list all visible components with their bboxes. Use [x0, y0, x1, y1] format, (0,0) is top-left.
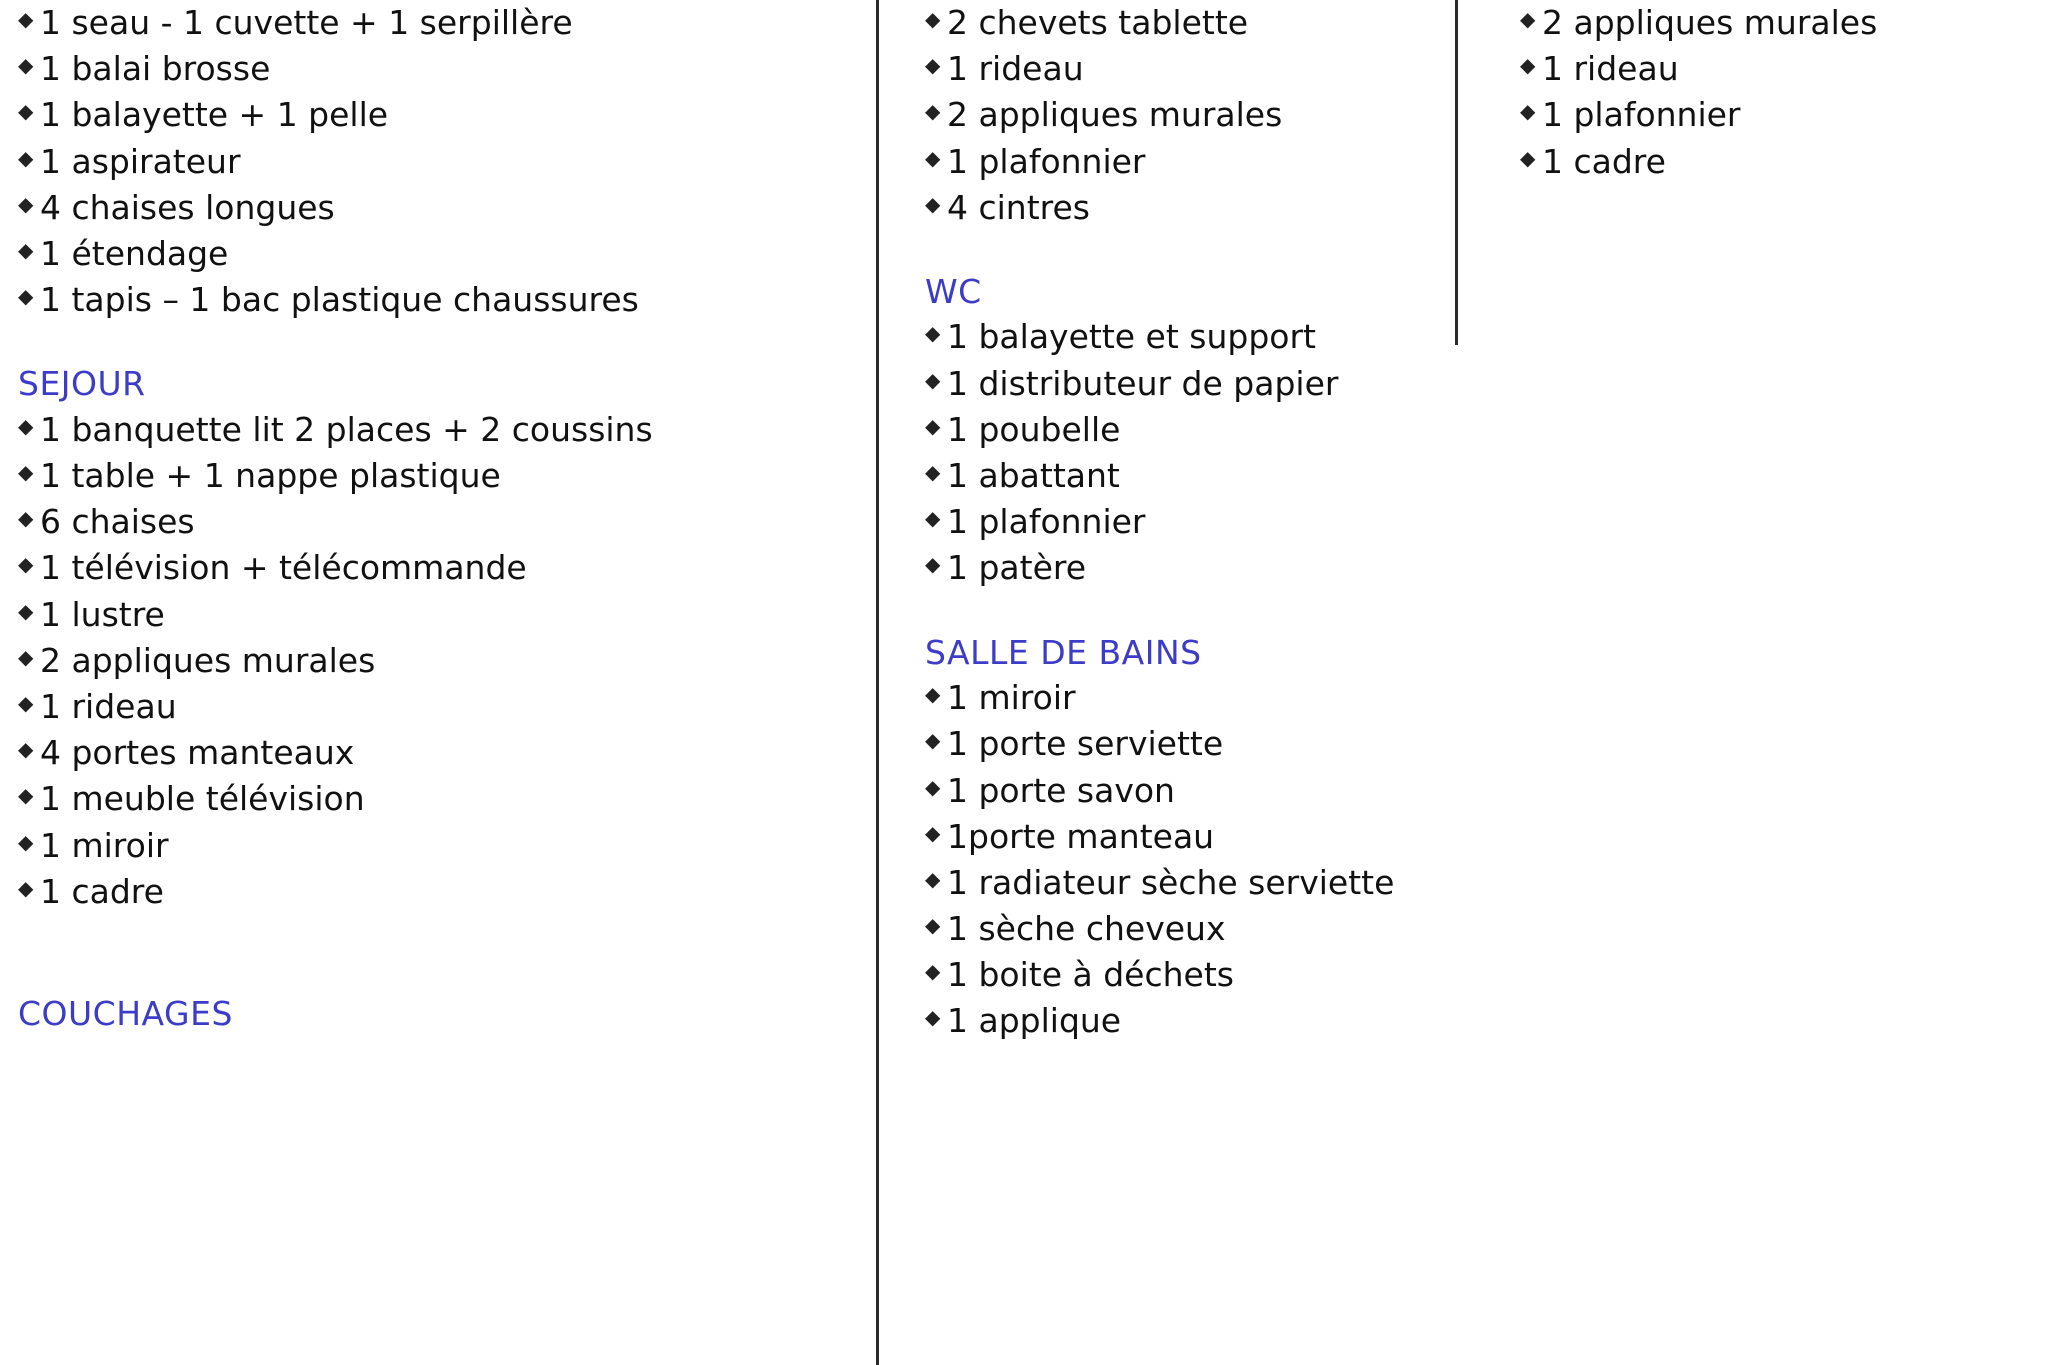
list-item [925, 453, 1480, 499]
list-item-label: 1 porte savon [947, 770, 1175, 810]
list-item-label: 1 boite à déchets [947, 955, 1234, 995]
list-item [1520, 0, 2040, 46]
bullet-icon: ◆ [18, 783, 34, 808]
list-item [18, 869, 880, 915]
list-item-label: 1porte manteau [947, 816, 1215, 856]
bullet-icon: ◆ [925, 774, 941, 799]
bullet-icon: ◆ [18, 191, 34, 216]
list-item [18, 139, 880, 185]
list-item-label: 1 plafonnier [947, 141, 1146, 181]
bullet-icon: ◆ [18, 460, 34, 485]
list-item [18, 592, 880, 638]
list-item [925, 860, 1480, 906]
list-item-label: 4 cintres [947, 187, 1090, 227]
list-item [18, 499, 880, 545]
list-item [18, 277, 880, 323]
bullet-icon: ◆ [925, 506, 941, 531]
list-item-label: 1 porte serviette [947, 724, 1224, 764]
list-item [18, 776, 880, 822]
list-item [925, 185, 1480, 231]
list-item [18, 545, 880, 591]
bullet-icon: ◆ [925, 552, 941, 577]
bullet-icon: ◆ [925, 728, 941, 753]
list-item-label: 1 rideau [947, 49, 1084, 89]
bullet-icon: ◆ [1520, 7, 1536, 31]
list-item-label: 1 tapis – 1 bac plastique chaussures [40, 280, 639, 320]
list-item [18, 46, 880, 92]
list-item [925, 675, 1480, 721]
list-item [1520, 46, 2040, 92]
column-middle [880, 0, 1480, 1045]
list-item-label: 1 cadre [1542, 141, 1666, 181]
list-item-label: 1 table + 1 nappe plastique [40, 456, 501, 496]
section-heading-couchages: COUCHAGES [18, 993, 233, 1033]
list-item-label: 1 abattant [947, 456, 1120, 496]
bullet-icon: ◆ [18, 875, 34, 900]
list-item [925, 407, 1480, 453]
list-item [18, 453, 880, 499]
list-item [925, 361, 1480, 407]
list-item-label: 1 télévision + télécommande [40, 548, 527, 588]
bullet-icon: ◆ [18, 598, 34, 623]
bullet-icon: ◆ [1520, 53, 1536, 78]
list-item-label: 2 appliques murales [1542, 3, 1878, 42]
list-item-label: 1 balayette et support [947, 317, 1316, 357]
bullet-icon: ◆ [18, 7, 34, 31]
bullet-icon: ◆ [925, 145, 941, 170]
bullet-icon: ◆ [925, 913, 941, 938]
list-item [18, 0, 880, 46]
list-item-label: 1 applique [947, 1001, 1122, 1041]
list-item [925, 721, 1480, 767]
list-item [925, 545, 1480, 591]
section-heading-salle-de-bains: SALLE DE BAINS [925, 632, 1202, 672]
bullet-icon: ◆ [925, 682, 941, 707]
list-wc-items [925, 314, 1480, 591]
list-item-label: 6 chaises [40, 502, 195, 542]
bullet-icon: ◆ [1520, 99, 1536, 124]
bullet-icon: ◆ [18, 644, 34, 669]
list-item [925, 906, 1480, 952]
list-item [1520, 139, 2040, 185]
list-chambre-items [925, 0, 1480, 231]
list-item-label: 1 cadre [40, 871, 164, 911]
bullet-icon: ◆ [18, 690, 34, 715]
bullet-icon: ◆ [18, 413, 34, 438]
list-sejour-items [18, 407, 880, 915]
list-item-label: 2 chevets tablette [947, 3, 1249, 42]
list-item [925, 314, 1480, 360]
list-item-label: 1 miroir [947, 678, 1076, 718]
spacer [925, 592, 1480, 630]
list-item [1520, 92, 2040, 138]
list-item-label: 1 lustre [40, 594, 165, 634]
list-item-label: 1 aspirateur [40, 141, 241, 181]
list-item-label: 1 meuble télévision [40, 779, 365, 819]
list-item-label: 4 portes manteaux [40, 733, 355, 773]
bullet-icon: ◆ [925, 191, 941, 216]
spacer [925, 231, 1480, 269]
list-item-label: 4 chaises longues [40, 187, 335, 227]
list-item [925, 998, 1480, 1044]
list-item [925, 814, 1480, 860]
list-item-label: 1 poubelle [947, 409, 1121, 449]
list-item-label: 1 rideau [40, 686, 177, 726]
list-item-label: 1 balayette + 1 pelle [40, 95, 389, 135]
bullet-icon: ◆ [18, 99, 34, 124]
section-heading-wc: WC [925, 271, 982, 311]
list-item-label: 1 radiateur sèche serviette [947, 862, 1395, 902]
list-item-label: 2 appliques murales [947, 95, 1283, 135]
bullet-icon: ◆ [925, 959, 941, 984]
bullet-icon: ◆ [18, 506, 34, 531]
list-chambre2-items [1520, 0, 2040, 185]
list-item-label: 1 étendage [40, 233, 229, 273]
bullet-icon: ◆ [18, 737, 34, 762]
list-item [18, 407, 880, 453]
list-item-label: 1 plafonnier [947, 502, 1146, 542]
bullet-icon: ◆ [925, 321, 941, 346]
bullet-icon: ◆ [925, 53, 941, 78]
bullet-icon: ◆ [925, 413, 941, 438]
list-item [18, 823, 880, 869]
bullet-icon: ◆ [925, 820, 941, 845]
list-item-label: 2 appliques murales [40, 640, 376, 680]
section-heading-sejour: SEJOUR [18, 364, 146, 404]
list-cleaning-items [18, 0, 880, 323]
bullet-icon: ◆ [18, 829, 34, 854]
column-right [1480, 0, 2040, 185]
list-item [18, 638, 880, 684]
list-salle-de-bains-items [925, 675, 1480, 1045]
bullet-icon: ◆ [1520, 145, 1536, 170]
list-item-label: 1 banquette lit 2 places + 2 coussins [40, 409, 653, 449]
bullet-icon: ◆ [18, 284, 34, 309]
bullet-icon: ◆ [925, 1005, 941, 1030]
bullet-icon: ◆ [925, 866, 941, 891]
list-item-label: 1 miroir [40, 825, 169, 865]
spacer [18, 953, 880, 991]
spacer [18, 323, 880, 361]
list-item [925, 46, 1480, 92]
bullet-icon: ◆ [925, 367, 941, 392]
list-item-label: 1 plafonnier [1542, 95, 1741, 135]
list-item-label: 1 distributeur de papier [947, 363, 1339, 403]
bullet-icon: ◆ [18, 552, 34, 577]
bullet-icon: ◆ [925, 460, 941, 485]
bullet-icon: ◆ [18, 237, 34, 262]
list-item-label: 1 balai brosse [40, 49, 271, 89]
list-item [925, 139, 1480, 185]
list-item [925, 92, 1480, 138]
list-item-label: 1 patère [947, 548, 1087, 588]
list-item [18, 92, 880, 138]
list-item [18, 684, 880, 730]
list-item [925, 0, 1480, 46]
bullet-icon: ◆ [925, 99, 941, 124]
list-item-label: 1 sèche cheveux [947, 909, 1226, 949]
bullet-icon: ◆ [18, 53, 34, 78]
list-item-label: 1 seau - 1 cuvette + 1 serpillère [40, 3, 573, 42]
list-item [925, 499, 1480, 545]
list-item [18, 185, 880, 231]
list-item-label: 1 rideau [1542, 49, 1679, 89]
list-item [18, 730, 880, 776]
list-item [925, 952, 1480, 998]
column-left [0, 0, 880, 1036]
list-item [925, 768, 1480, 814]
bullet-icon: ◆ [18, 145, 34, 170]
spacer [18, 915, 880, 953]
bullet-icon: ◆ [925, 7, 941, 31]
list-item [18, 231, 880, 277]
